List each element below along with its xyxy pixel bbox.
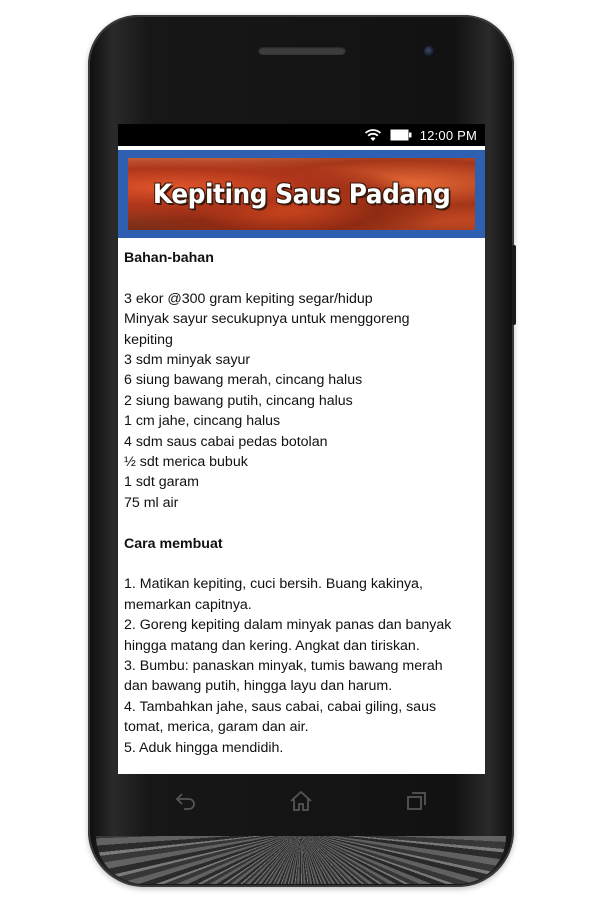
ingredient-line: 75 ml air [124, 494, 179, 511]
speaker-grille [258, 46, 346, 55]
recipe-content[interactable] [118, 238, 485, 758]
ingredient-line: 2 siung bawang putih, cincang halus [124, 392, 353, 409]
wifi-icon [364, 128, 382, 142]
ingredient-line: Minyak sayur secukupnya untuk menggoreng [124, 311, 410, 328]
back-icon[interactable] [174, 791, 198, 811]
ingredient-line: 6 siung bawang merah, cincang halus [124, 372, 363, 389]
step-line: memarkan capitnya. [124, 596, 252, 613]
recent-apps-icon[interactable] [405, 790, 429, 812]
navigation-bar [118, 774, 485, 828]
ingredients-heading: Bahan-bahan [124, 250, 214, 266]
battery-icon [390, 129, 412, 141]
side-button [512, 245, 516, 325]
ingredient-line: 1 sdt garam [124, 474, 199, 491]
ingredient-line: ½ sdt merica bubuk [124, 454, 248, 471]
recipe-banner [118, 150, 485, 238]
step-line: 5. Aduk hingga mendidih. [124, 739, 284, 756]
step-line: dan bawang putih, hingga layu dan harum. [124, 678, 393, 695]
steps-heading: Cara membuat [124, 535, 223, 552]
screen [118, 124, 485, 774]
step-line: hingga matang dan kering. Angkat dan tiriskan. [124, 637, 420, 654]
step-line: 3. Bumbu: panaskan minyak, tumis bawang merah [124, 658, 443, 675]
ingredient-line: 1 cm jahe, cincang halus [124, 413, 281, 430]
home-icon[interactable] [289, 790, 313, 812]
step-line: 1. Matikan kepiting, cuci bersih. Buang kakinya, [124, 576, 423, 593]
ingredient-line: kepiting [124, 331, 173, 348]
status-bar [118, 124, 485, 146]
status-time: 12:00 PM [419, 127, 477, 143]
ingredient-line: 4 sdm saus cabai pedas botolan [124, 433, 328, 450]
banner-title: Kepiting Saus Padang [152, 178, 451, 210]
banner-image [128, 158, 475, 230]
step-line: 2. Goreng kepiting dalam minyak panas dan banyak [124, 617, 452, 634]
ingredient-line: 3 sdm minyak sayur [124, 352, 251, 369]
phone-bottom-chrome [96, 836, 506, 884]
front-camera [424, 46, 435, 57]
step-line: tomat, merica, garam dan air. [124, 719, 309, 736]
ingredient-line: 3 ekor @300 gram kepiting segar/hidup [124, 290, 373, 307]
step-line: 4. Tambahkan jahe, saus cabai, cabai giling, saus [124, 698, 437, 715]
